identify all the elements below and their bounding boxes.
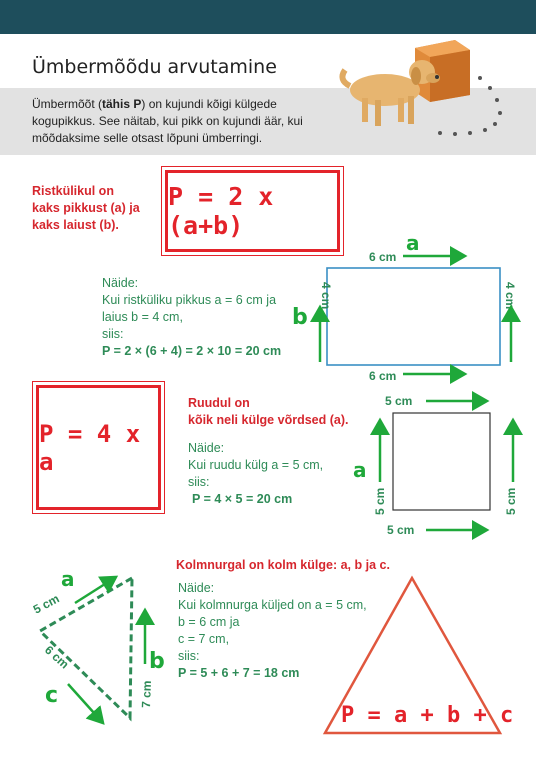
square-formula: P = 4 x a (39, 419, 141, 476)
rect-side-b: b (292, 305, 308, 330)
triangle-example: Näide: Kui kolmnurga küljed on a = 5 cm, b = 6 cm ja c = 7 cm, siis: P = 5 + 6 + 7 = 18 cm (178, 581, 367, 680)
page-title: Ümbermõõdu arvutamine (32, 56, 277, 78)
rect-top-label: 6 cm (369, 250, 397, 264)
rectangle-heading: Ristkülikul on kaks pikkust (a) ja kaks laiust (b). (32, 184, 140, 232)
tri-arrow-c (68, 684, 103, 723)
rect-right-label: 4 cm (503, 282, 517, 310)
triangle-heading: Kolmnurgal on kolm külge: a, b ja c. (176, 558, 390, 572)
square-top-label: 5 cm (385, 394, 413, 408)
rect-left-label: 4 cm (319, 282, 333, 310)
square-left-label: 5 cm (373, 487, 387, 515)
rectangle-example: Näide: Kui ristküliku pikkus a = 6 cm ja laius b = 4 cm, siis: P = 2 × (6 + 4) = 2 × 10 = 20 cm (102, 276, 282, 358)
intro-text: Ümbermõõt (tähis P) on kujundi kõigi külgede kogupikkus. See näitab, kui pikk on kujundi äär, kui mõõdaksime selle otsast lõpuni ümberringi. (32, 97, 303, 145)
rect-bottom-label: 6 cm (369, 369, 397, 383)
square-shape (393, 413, 490, 510)
tri-label-c: 6 cm (41, 642, 72, 672)
tri-label-b: 7 cm (139, 680, 154, 709)
square-heading: Ruudul on kõik neli külge võrdsed (a). (188, 396, 349, 427)
tri-label-a: 5 cm (30, 591, 62, 617)
tri-side-b: b (149, 649, 165, 674)
square-side-a: a (353, 458, 367, 482)
tri-side-c: c (45, 683, 59, 708)
square-example: Näide: Kui ruudu külg a = 5 cm, siis: P = 4 × 5 = 20 cm (188, 441, 324, 506)
square-right-label: 5 cm (504, 487, 518, 515)
square-bottom-label: 5 cm (387, 523, 415, 537)
rectangle-formula: P = 2 x (a+b) (168, 182, 274, 240)
rectangle-shape (327, 268, 500, 365)
rect-side-a: a (406, 231, 420, 255)
triangle-formula: P = a + b + c (341, 703, 514, 728)
tri-side-a: a (61, 567, 75, 591)
